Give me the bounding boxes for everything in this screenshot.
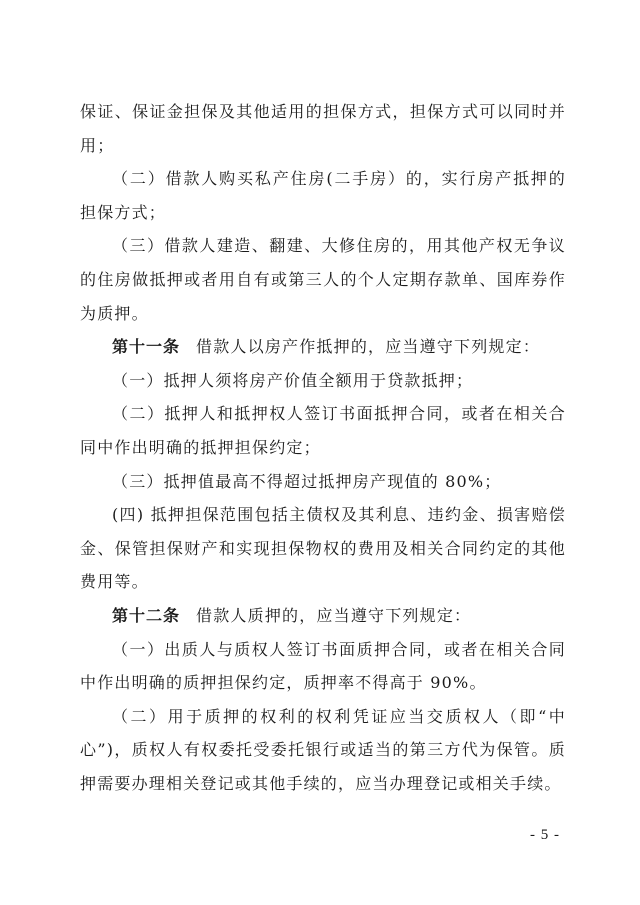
paragraph bbox=[80, 498, 566, 599]
paragraph bbox=[80, 397, 566, 464]
paragraph-text: 保证、保证金担保及其他适用的担保方式，担保方式可以同时并用； bbox=[80, 102, 566, 155]
document-body bbox=[80, 95, 566, 800]
article-heading: 第十二条 bbox=[112, 605, 181, 625]
article-paragraph bbox=[80, 599, 566, 633]
paragraph-text: （二）借款人购买私产住房(二手房）的，实行房产抵押的担保方式； bbox=[80, 169, 566, 222]
paragraph-text: (四) 抵押担保范围包括主债权及其利息、违约金、损害赔偿金、保管担保财产和实现担保物权的费用及相关合同约定的其他费用等。 bbox=[80, 505, 566, 592]
paragraph bbox=[80, 229, 566, 330]
paragraph-text: 借款人以房产作抵押的，应当遵守下列规定： bbox=[196, 337, 541, 357]
paragraph bbox=[80, 700, 566, 801]
paragraph-text: （一）抵押人须将房产价值全额用于贷款抵押； bbox=[112, 370, 474, 390]
article-heading: 第十一条 bbox=[112, 337, 181, 357]
paragraph bbox=[80, 162, 566, 229]
paragraph-text: （一）出质人与质权人签订书面质押合同，或者在相关合同中作出明确的质押担保约定，质押率不得高于 90%。 bbox=[80, 639, 566, 693]
paragraph bbox=[80, 465, 566, 499]
paragraph-text: （三）抵押值最高不得超过抵押房产现值的 80%； bbox=[112, 471, 502, 491]
paragraph bbox=[80, 633, 566, 700]
page-number: - 5 - bbox=[530, 827, 560, 843]
paragraph-text: （三）借款人建造、翻建、大修住房的，用其他产权无争议的住房做抵押或者用自有或第三人的个人定期存款单、国库券作为质押。 bbox=[80, 236, 566, 323]
paragraph-text: （二）抵押人和抵押权人签订书面抵押合同，或者在相关合同中作出明确的抵押担保约定； bbox=[80, 404, 566, 457]
article-paragraph bbox=[80, 330, 566, 364]
paragraph-text: 借款人质押的，应当遵守下列规定： bbox=[196, 605, 472, 625]
paragraph-text: （二）用于质押的权利的权利凭证应当交质权人（即“中心”)，质权人有权委托受委托银行或适当的第三方代为保管。质押需要办理相关登记或其他手续的，应当办理登记或相关手续。 bbox=[80, 706, 566, 793]
paragraph bbox=[80, 364, 566, 398]
paragraph bbox=[80, 95, 566, 162]
